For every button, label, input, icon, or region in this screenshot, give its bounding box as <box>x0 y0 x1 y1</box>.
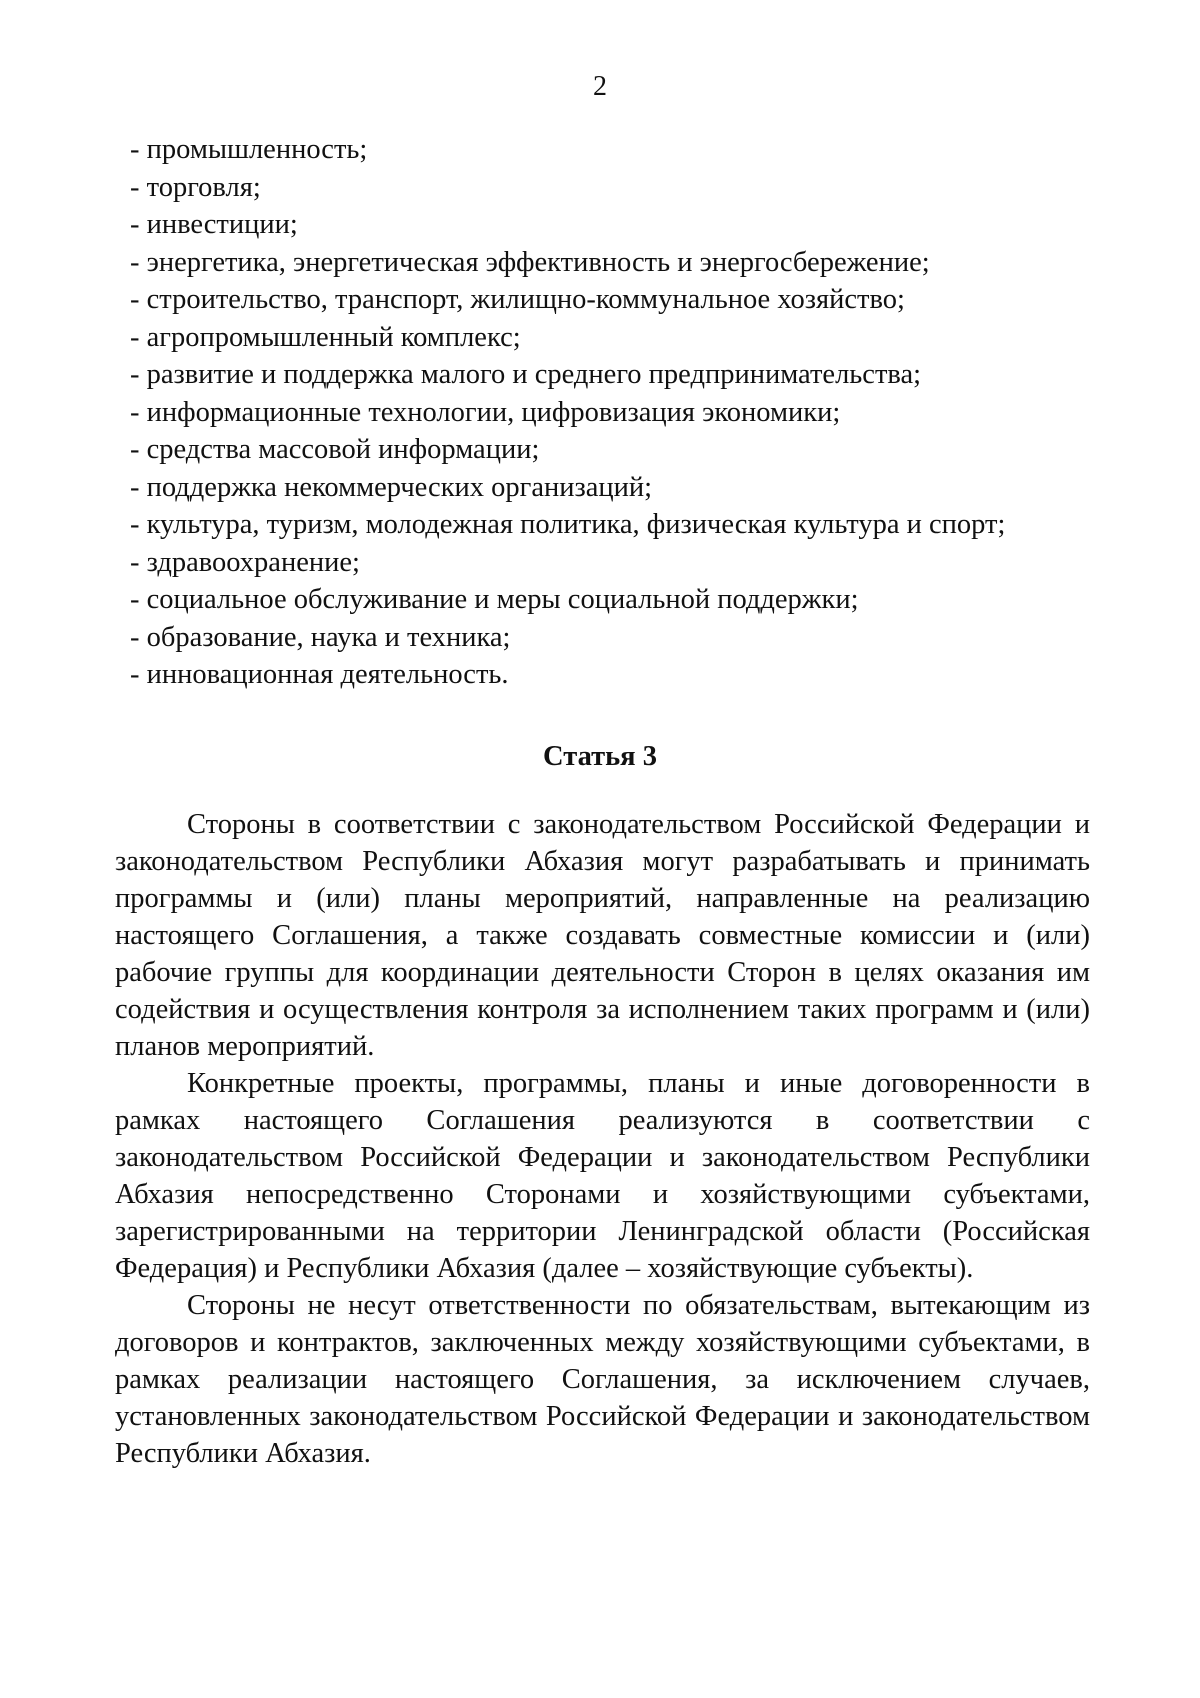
list-item: - промышленность; <box>130 134 368 165</box>
page-number: 2 <box>593 71 607 102</box>
article-paragraph: Стороны в соответствии с законодательством Российской Федерации и законодательством Республики Абхазия могут разрабатывать и принимать программы и (или) планы мероприятий, направленные на реализацию настоящего Соглашения, а также создавать совместные комиссии и (или) рабочие группы для координации деятельности Сторон в целях оказания им содействия и осуществления контроля за исполнением таких программ и (или) планов мероприятий. <box>115 809 1090 1062</box>
list-item: - социальное обслуживание и меры социальной поддержки; <box>130 584 859 615</box>
list-item: - здравоохранение; <box>130 546 360 578</box>
list-item: - энергетика, энергетическая эффективность и энергосбережение; <box>130 246 930 278</box>
article-body <box>115 806 1090 1472</box>
list-item: - инвестиции; <box>130 209 298 240</box>
list-item: - торговля; <box>130 171 261 203</box>
list-item: - поддержка некоммерческих организаций; <box>130 471 653 503</box>
list-item: - развитие и поддержка малого и среднего предпринимательства; <box>130 359 922 390</box>
list-item: - образование, наука и техника; <box>130 621 511 653</box>
list-item: - информационные технологии, цифровизация экономики; <box>130 396 841 428</box>
article-paragraph: Стороны не несут ответственности по обязательствам, вытекающим из договоров и контрактов, заключенных между хозяйствующими субъектами, в рамках реализации настоящего Соглашения, за исключением случаев, установленных законодательством Российской Федерации и законодательством Республики Абхазия. <box>115 1290 1090 1469</box>
list-item: - инновационная деятельность. <box>130 659 509 690</box>
list-item: - агропромышленный комплекс; <box>130 321 521 353</box>
list-item: - средства массовой информации; <box>130 434 540 465</box>
list-item: - культура, туризм, молодежная политика, физическая культура и спорт; <box>130 509 1006 540</box>
article-heading: Статья 3 <box>543 741 657 772</box>
article-paragraph: Конкретные проекты, программы, планы и иные договоренности в рамках настоящего Соглашения реализуются в соответствии с законодательством Российской Федерации и законодательством Республики Абхазия непосредственно Сторонами и хозяйствующими субъектами, зарегистрированными на территории Ленинградской области (Российская Федерация) и Республики Абхазия (далее – хозяйствующие субъекты). <box>115 1068 1090 1284</box>
list-item: - строительство, транспорт, жилищно-коммунальное хозяйство; <box>130 284 905 315</box>
areas-list <box>130 131 1090 694</box>
